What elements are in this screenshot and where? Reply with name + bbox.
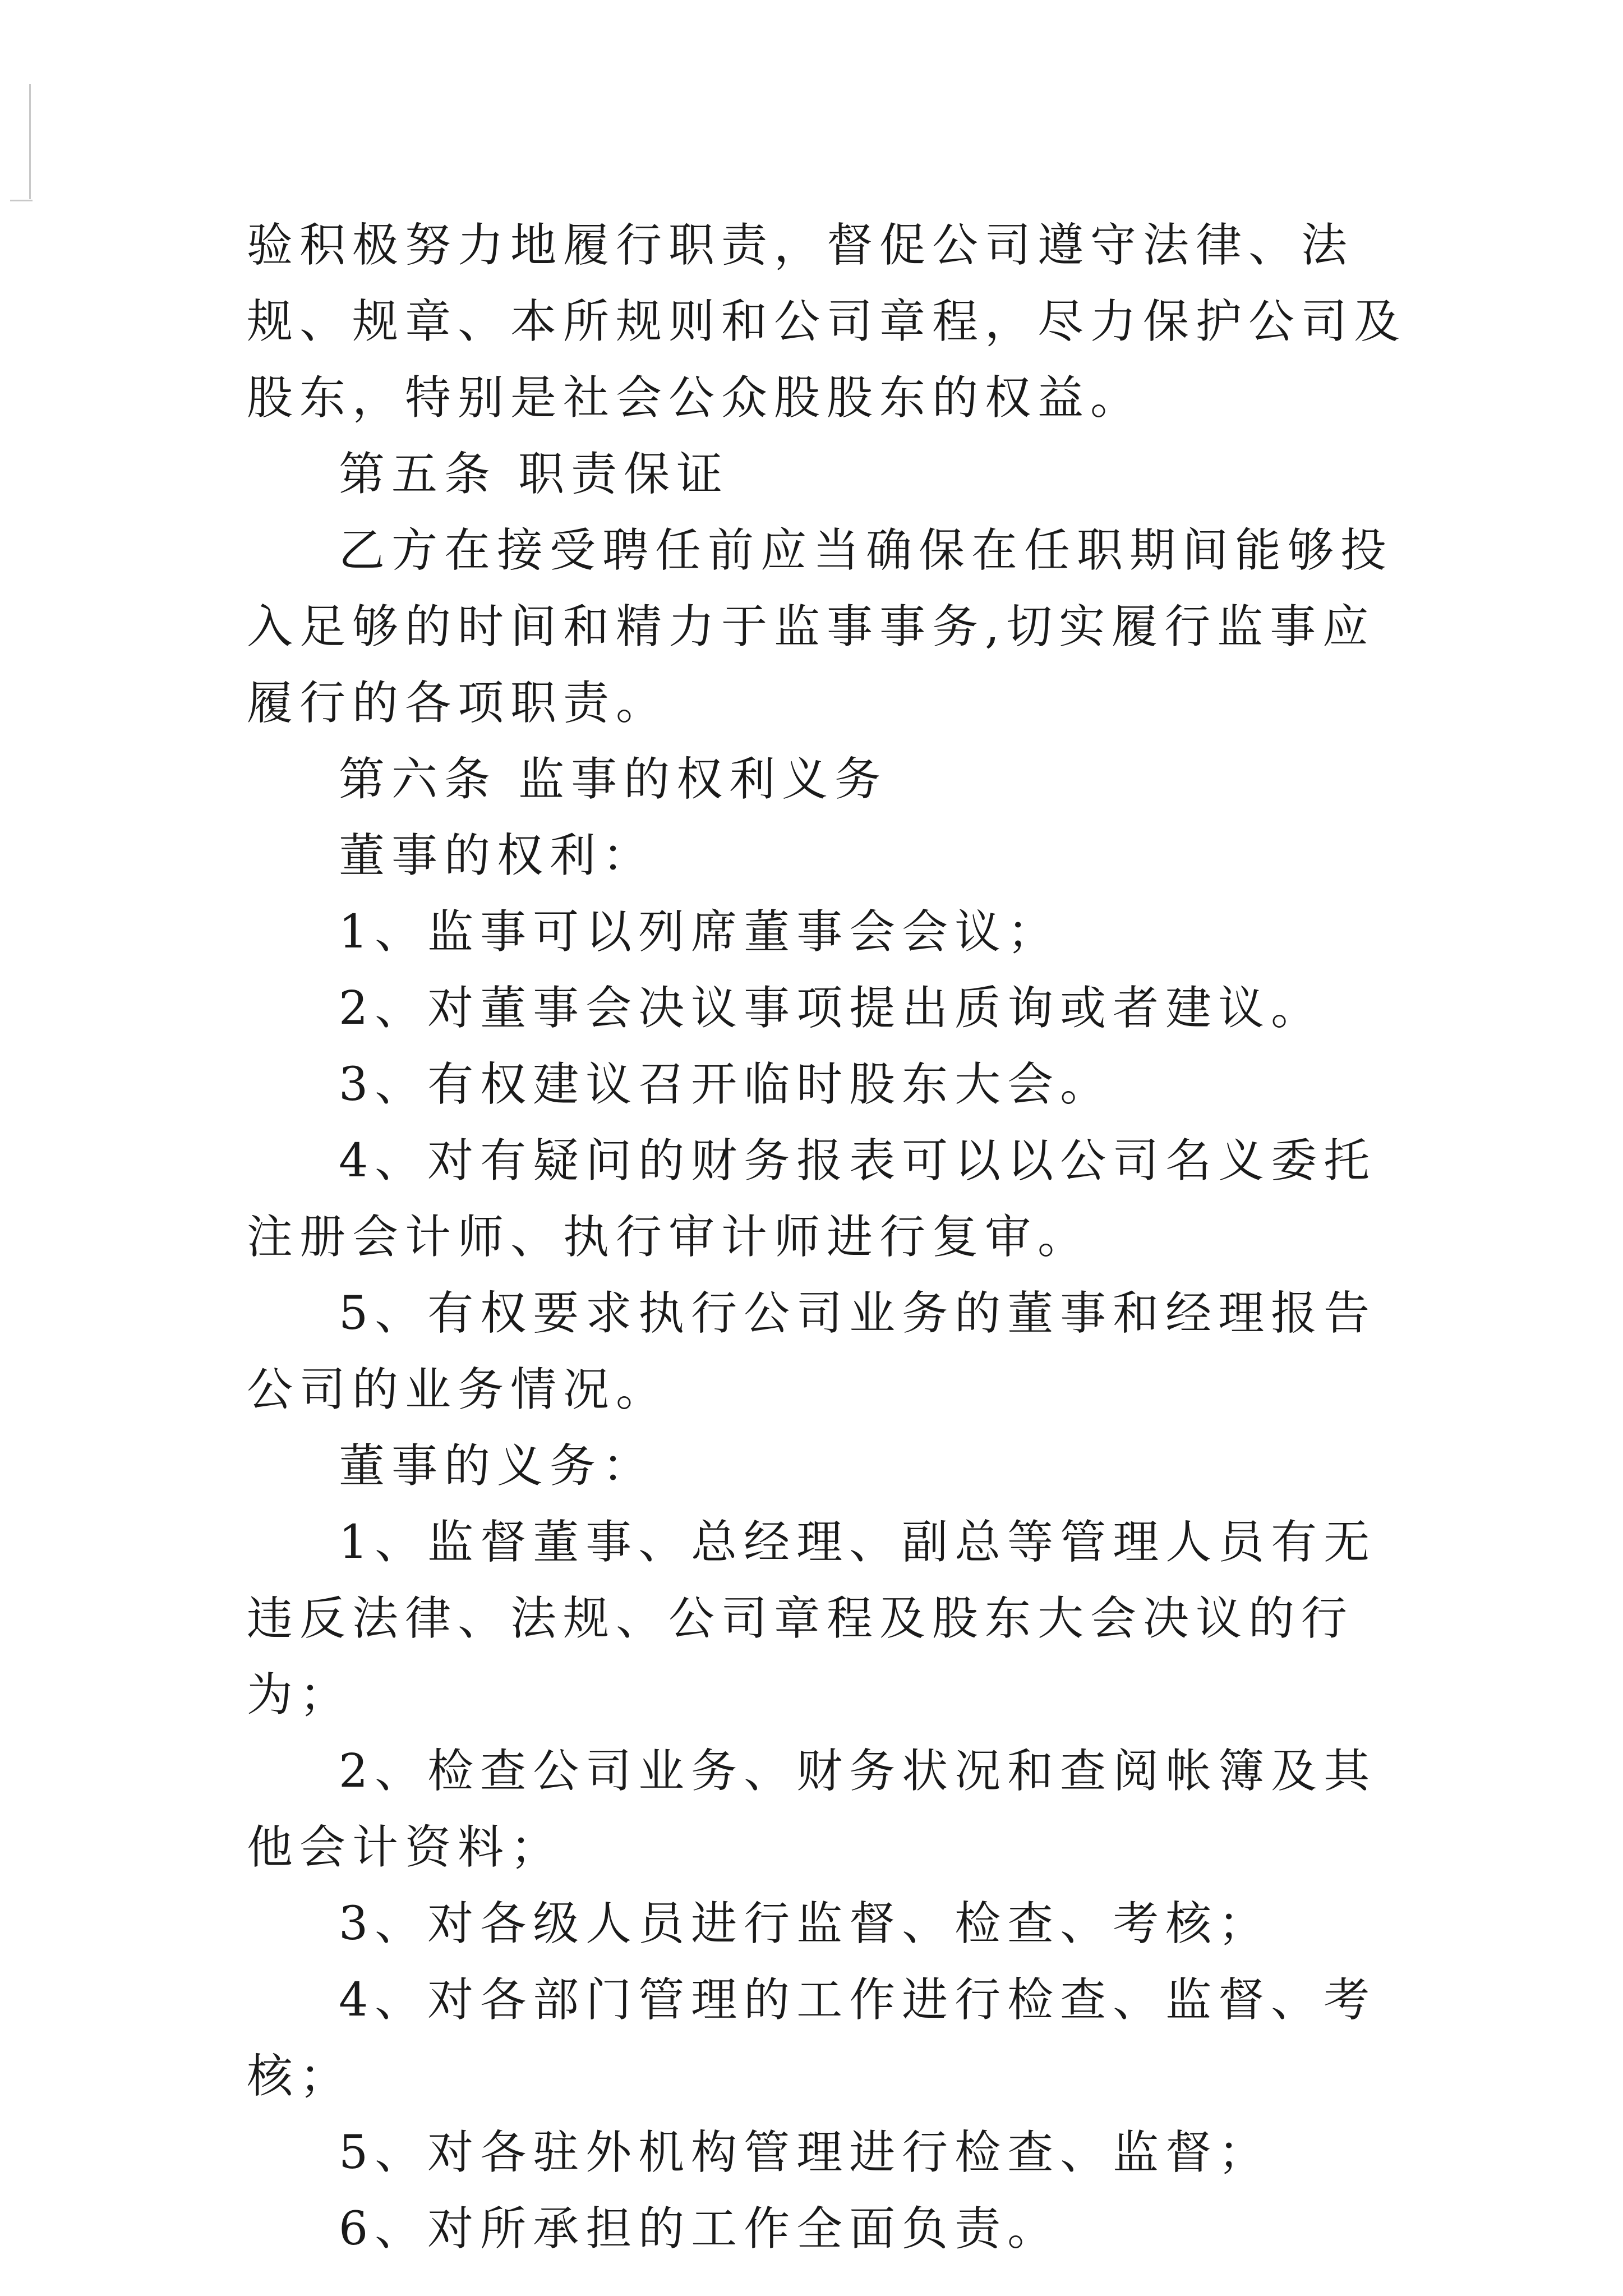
rights-item-3: 3、有权建议召开临时股东大会。 [339, 1058, 1113, 1111]
document-body [247, 208, 1413, 2267]
paragraph-continuation: 验积极努力地履行职责，督促公司遵守法律、法规、规章、本所规则和公司章程，尽力保护公司及股东，特别是社会公众股股东的权益。 [247, 219, 1407, 425]
duties-heading: 董事的义务： [339, 1439, 656, 1493]
duties-item-6: 6、对所承担的工作全面负责。 [339, 2202, 1061, 2256]
article-5-body: 乙方在接受聘任前应当确保在任职期间能够投入足够的时间和精力于监事事务,切实履行监事应履行的各项职责。 [247, 524, 1394, 730]
rights-item-5: 5、有权要求执行公司业务的董事和经理报告公司的业务情况。 [247, 1287, 1377, 1416]
duties-item-3: 3、对各级人员进行监督、检查、考核； [339, 1897, 1271, 1950]
article-6-heading: 第六条 监事的权利义务 [339, 753, 888, 806]
scan-artifact-vertical [29, 84, 31, 199]
duties-item-2: 2、检查公司业务、财务状况和查阅帐簿及其他会计资料； [247, 1745, 1377, 1874]
rights-item-2: 2、对董事会决议事项提出质询或者建议。 [339, 982, 1324, 1035]
duties-item-5: 5、对各驻外机构管理进行检查、监督； [339, 2126, 1271, 2179]
duties-item-4: 4、对各部门管理的工作进行检查、监督、考核； [247, 1973, 1377, 2103]
rights-heading: 董事的权利： [339, 829, 656, 882]
rights-item-1: 1、监事可以列席董事会会议； [339, 905, 1061, 959]
article-5-heading: 第五条 职责保证 [339, 448, 730, 501]
scan-artifact-horizontal [10, 200, 33, 201]
rights-item-4: 4、对有疑问的财务报表可以以公司名义委托注册会计师、执行审计师进行复审。 [247, 1134, 1377, 1264]
duties-item-1: 1、监督董事、总经理、副总等管理人员有无违反法律、法规、公司章程及股东大会决议的行为； [247, 1516, 1377, 1722]
